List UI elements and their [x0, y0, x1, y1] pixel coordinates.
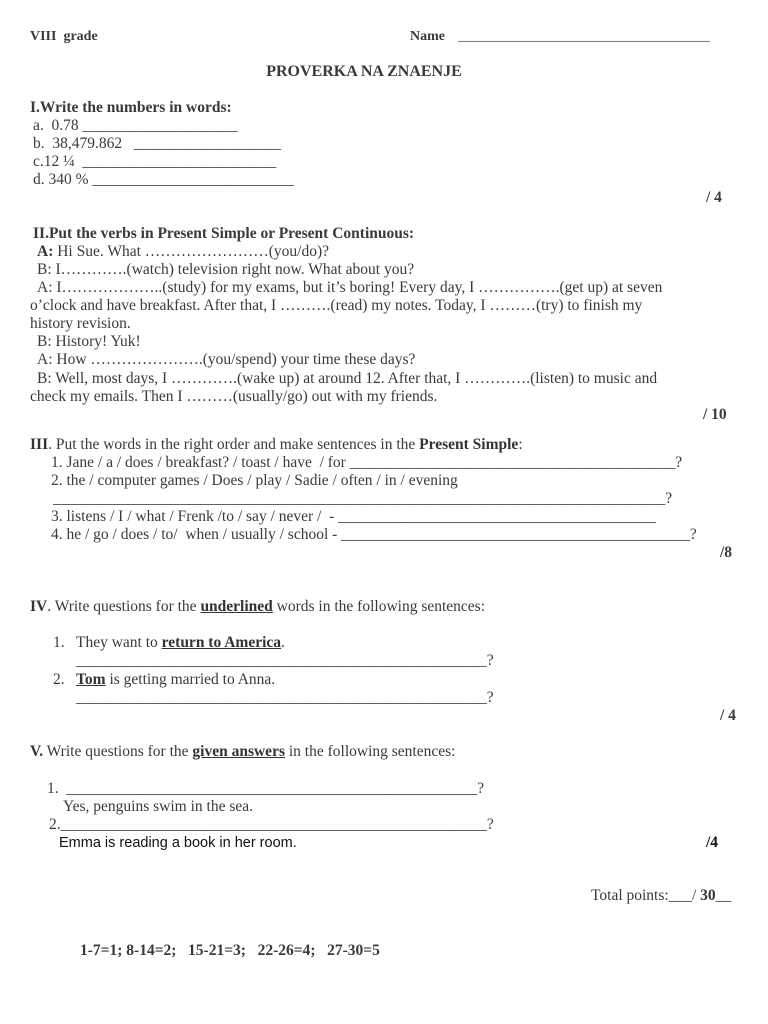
name-field[interactable]: ____________________________________ [458, 29, 710, 44]
total-max: 30 [700, 887, 716, 904]
s3-heading-text: . Put the words in the right order and make sentences in the [48, 436, 420, 453]
s4-heading-rest: words in the following sentences: [272, 598, 486, 615]
section-1-heading: I.Write the numbers in words: [30, 99, 232, 116]
total-points[interactable] [591, 887, 731, 905]
section-4-number: IV [30, 598, 48, 615]
s5-item-2-question[interactable]: 2._______________________________________________________? [49, 816, 494, 833]
s4-item-2-answer[interactable]: _____________________________________________________? [76, 689, 494, 706]
s5-item-1-answer: Yes, penguins swim in the sea. [63, 798, 254, 815]
s4-score: / 4 [720, 707, 736, 724]
s4-item-2-text: is getting married to Anna. [105, 671, 276, 688]
s4-item-2-number: 2. [53, 671, 65, 688]
section-2-heading: II.Put the verbs in Present Simple or Present Continuous: [33, 225, 415, 242]
dialogue-text[interactable]: Hi Sue. What ……………………(you/do)? [53, 243, 330, 260]
s3-item-2-answer[interactable]: _______________________________________________________________________________? [53, 490, 673, 507]
s4-item-2-underlined: Tom [76, 671, 106, 688]
s3-item-4[interactable]: 4. he / go / does / to/ when / usually / school - _____________________________________________? [51, 526, 697, 543]
dialogue-line-1 [37, 243, 329, 261]
speaker-a: A: [37, 243, 54, 260]
s3-score: /8 [720, 544, 733, 561]
s5-score: /4 [706, 834, 719, 851]
section-5-heading [30, 743, 455, 761]
section-4-heading [30, 598, 485, 616]
page-title: PROVERKA NA ZNAENJE [266, 63, 462, 80]
s4-item-2 [76, 671, 275, 689]
total-trailing: __ [715, 887, 732, 904]
s1-item-c[interactable]: c.12 ¼ _________________________ [33, 153, 277, 170]
section-3-heading [30, 436, 523, 454]
section-3-number: III [30, 436, 49, 453]
dialogue-line-8[interactable]: B: Well, most days, I ………….(wake up) at around 12. After that, I ………….(listen) to music and [37, 370, 658, 387]
dialogue-line-7[interactable]: A: How ………………….(you/spend) your time these days? [37, 351, 416, 368]
s4-item-1-period: . [281, 634, 285, 651]
s3-item-2: 2. the / computer games / Does / play / Sadie / often / in / evening [51, 472, 458, 489]
s4-heading-text: . Write questions for the [47, 598, 201, 615]
grading-scale: 1-7=1; 8-14=2; 15-21=3; 22-26=4; 27-30=5 [80, 942, 380, 959]
dialogue-line-2[interactable]: B: I………….(watch) television right now. What about you? [37, 261, 415, 278]
s5-item-2-answer: Emma is reading a book in her room. [59, 835, 297, 851]
dialogue-line-5: history revision. [30, 315, 131, 332]
dialogue-line-6: B: History! Yuk! [37, 333, 141, 350]
s4-item-1-answer[interactable]: _____________________________________________________? [76, 652, 494, 669]
s3-item-3[interactable]: 3. listens / I / what / Frenk /to / say / never / - _________________________________________ [51, 508, 656, 525]
s1-item-d[interactable]: d. 340 % __________________________ [33, 171, 294, 188]
s4-item-1-underlined: return to America [161, 634, 282, 651]
dialogue-line-3[interactable]: A: I………………..(study) for my exams, but it’s boring! Every day, I …………….(get up) at seven [37, 279, 663, 296]
s5-item-1-question[interactable]: 1. _____________________________________________________? [47, 780, 485, 797]
s4-heading-underlined: underlined [200, 598, 273, 615]
section-5-number: V. [30, 743, 44, 760]
s4-item-1 [76, 634, 285, 652]
s5-heading-given-answers: given answers [192, 743, 285, 760]
s1-score: / 4 [706, 189, 722, 206]
s3-item-1[interactable]: 1. Jane / a / does / breakfast? / toast / have / for __________________________________________? [51, 454, 683, 471]
s5-heading-text: Write questions for the [43, 743, 193, 760]
s3-heading-colon: : [518, 436, 523, 453]
s1-item-a[interactable]: a. 0.78 ____________________ [33, 117, 238, 134]
name-label: Name [410, 29, 445, 44]
s5-heading-rest: in the following sentences: [284, 743, 456, 760]
s4-item-1-text: They want to [76, 634, 162, 651]
s1-item-b[interactable]: b. 38,479.862 ___________________ [33, 135, 281, 152]
s3-heading-tense: Present Simple [419, 436, 519, 453]
grade-label: VIII grade [30, 29, 98, 44]
s2-score: / 10 [703, 406, 727, 423]
dialogue-line-9[interactable]: check my emails. Then I ………(usually/go) out with my friends. [30, 388, 438, 405]
total-label: Total points:___/ [591, 887, 701, 904]
dialogue-line-4[interactable]: o’clock and have breakfast. After that, I ……….(read) my notes. Today, I ………(try) to finish my [30, 297, 643, 314]
s4-item-1-number: 1. [53, 634, 65, 651]
